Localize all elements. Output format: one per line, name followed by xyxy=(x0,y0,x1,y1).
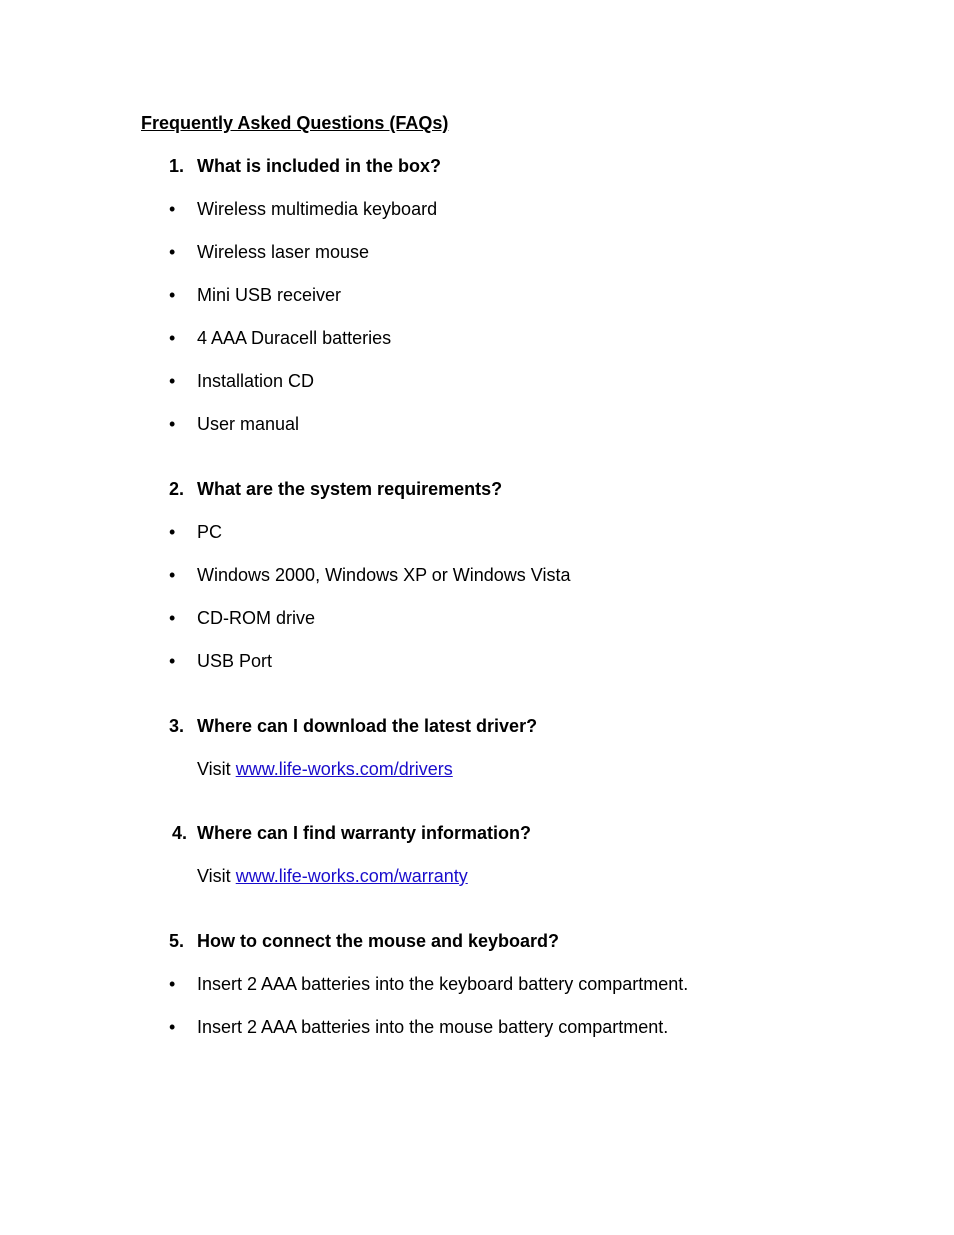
driver-visit-line xyxy=(197,758,453,780)
question-number: 3. xyxy=(169,716,185,736)
question-text: What is included in the box? xyxy=(197,156,442,176)
question-text: How to connect the mouse and keyboard? xyxy=(197,931,560,951)
question-text: Where can I find warranty information? xyxy=(197,823,532,843)
question-text: Where can I download the latest driver? xyxy=(197,716,538,736)
question-text: What are the system requirements? xyxy=(197,479,503,499)
page-title: Frequently Asked Questions (FAQs) xyxy=(141,113,449,133)
visit-label: Visit xyxy=(197,759,231,779)
bullet-icon: • xyxy=(169,285,176,305)
warranty-link[interactable]: www.life-works.com/warranty xyxy=(235,866,468,886)
bullet-icon: • xyxy=(169,651,176,671)
question-number: 1. xyxy=(169,156,185,176)
question-number: 4. xyxy=(172,823,188,843)
question-number: 2. xyxy=(169,479,185,499)
question-number: 5. xyxy=(169,931,185,951)
warranty-visit-line xyxy=(197,865,468,887)
bullet-icon: • xyxy=(169,1017,176,1037)
bullet-icon: • xyxy=(169,199,176,219)
bullet-icon: • xyxy=(169,522,176,542)
bullet-icon: • xyxy=(169,608,176,628)
bullet-icon: • xyxy=(169,414,176,434)
bullet-icon: • xyxy=(169,371,176,391)
bullet-icon: • xyxy=(169,974,176,994)
bullet-icon: • xyxy=(169,242,176,262)
drivers-link[interactable]: www.life-works.com/drivers xyxy=(235,759,453,779)
document-page: Frequently Asked Questions (FAQs) 1. What is included in the box? • Wireless multimedia keyboard • Wireless laser mouse • Mini USB receiver • 4 AAA Duracell batteries • Installation CD • User manual 2. What are the system requirements? • PC • Windows 2000, Windows XP or Windows Vista • CD-ROM drive • USB Port 3. Where can I download the latest driver? Visit www.life-works.com/drivers 4. Where can I find warranty information? Visit www.life-works.com/warranty 5. How to connect the mouse and keyboard? • Insert 2 AAA batteries into the keyboard battery compartment. • Insert 2 AAA batteries into the mouse battery compartment. xyxy=(141,113,689,1037)
bullet-icon: • xyxy=(169,565,176,585)
bullet-icon: • xyxy=(169,328,176,348)
visit-label: Visit xyxy=(197,866,231,886)
